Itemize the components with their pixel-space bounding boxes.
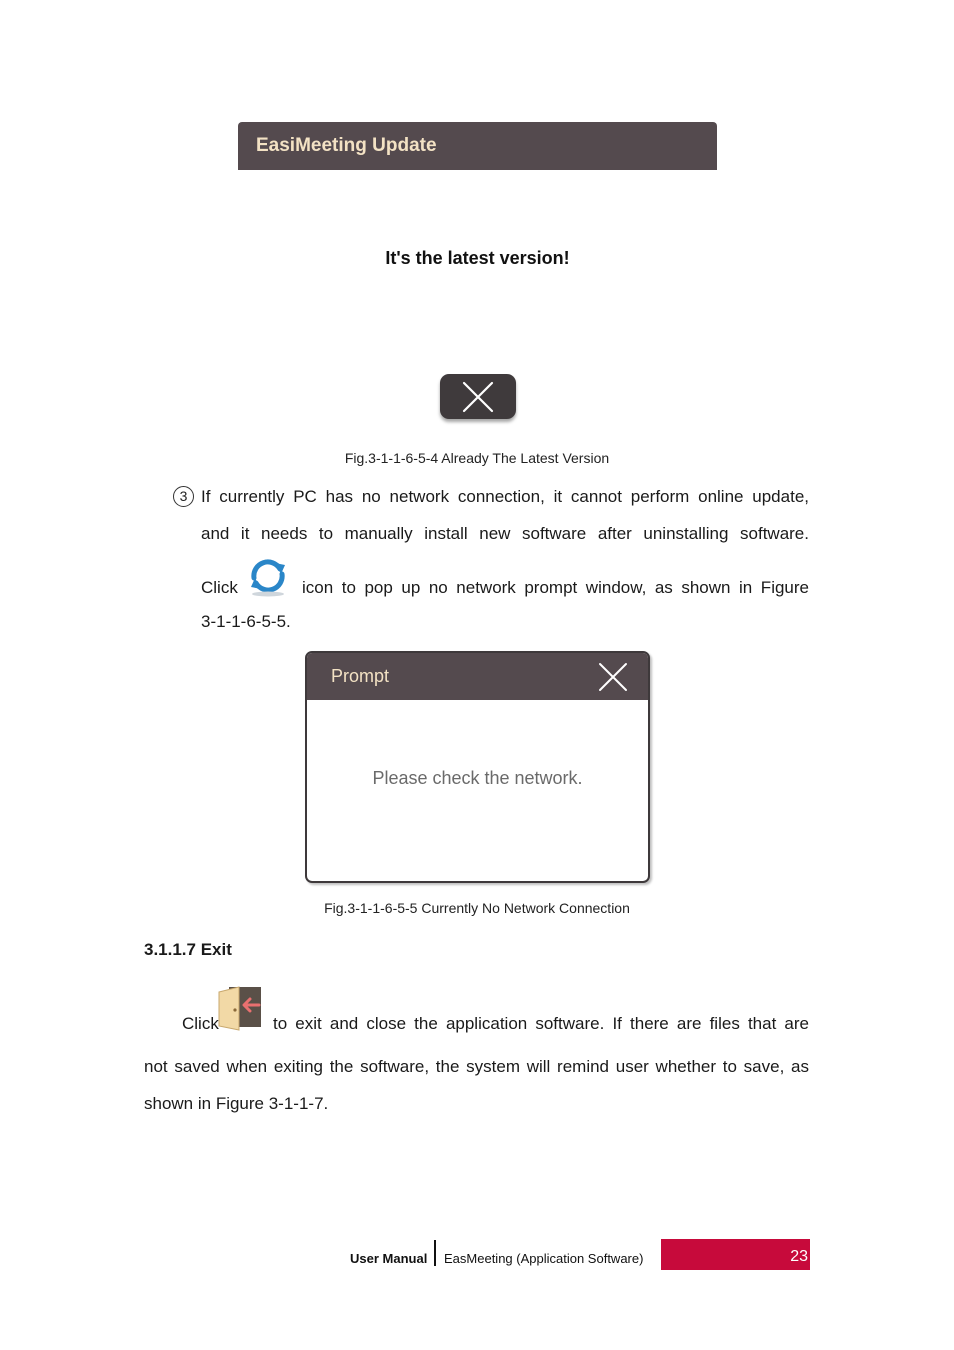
paragraph3-line3: icon to pop up no network prompt window, as shown in Figure: [302, 578, 809, 597]
exit-line3: shown in Figure 3-1-1-7.: [144, 1094, 329, 1113]
footer-doc-title: EasMeeting (Application Software): [444, 1251, 644, 1266]
update-close-button[interactable]: [440, 374, 516, 419]
latest-version-message: It's the latest version!: [385, 248, 570, 268]
prompt-dialog: [305, 651, 650, 883]
footer-label: User Manual: [350, 1251, 428, 1266]
update-dialog-title: EasiMeeting Update: [256, 135, 437, 156]
refresh-icon: [244, 554, 292, 598]
prompt-dialog-title: Prompt: [331, 666, 390, 686]
paragraph3-line1: If currently PC has no network connection, it cannot perform online update,: [201, 487, 809, 506]
footer-divider: [434, 1240, 436, 1266]
exit-line2: not saved when exiting the software, the system will remind user whether to save, as: [144, 1057, 809, 1076]
network-check-message: Please check the network.: [372, 768, 583, 788]
paragraph3-line4: 3-1-1-6-5-5.: [201, 612, 291, 631]
figure2-caption: Fig.3-1-1-6-5-5 Currently No Network Connection: [324, 900, 630, 916]
exit-line1: to exit and close the application software. If there are files that are: [273, 1014, 809, 1033]
footer-page-bar: [661, 1239, 810, 1270]
exit-door-icon: [217, 984, 265, 1032]
figure1-caption: Fig.3-1-1-6-5-4 Already The Latest Version: [344, 450, 610, 466]
exit-click: Click: [182, 1014, 219, 1033]
paragraph3-click: Click: [201, 578, 238, 597]
paragraph3-line2: and it needs to manually install new software after uninstalling software.: [201, 524, 809, 543]
list-marker: 3: [173, 486, 194, 507]
close-icon: [461, 380, 495, 414]
prompt-dialog-header: [307, 653, 648, 700]
close-icon[interactable]: [598, 662, 628, 692]
section-heading: 3.1.1.7 Exit: [144, 940, 232, 959]
page-number: 23: [790, 1248, 808, 1265]
update-dialog-header: [238, 122, 717, 170]
